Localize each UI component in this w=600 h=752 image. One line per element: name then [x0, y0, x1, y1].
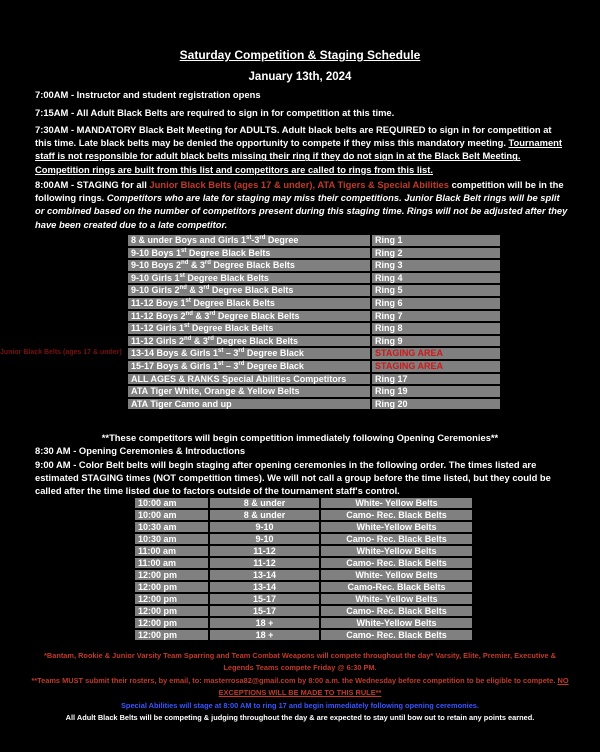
meeting-text: 7:30AM - MANDATORY Black Belt Meeting for ADULTS. Adult black belts are REQUIRED to sign in for competition at this time. Late black belts may be denied the opportunity to compete if they miss this mandatory meeting. [35, 124, 552, 149]
schedule-time: 11:00 am [135, 546, 208, 556]
schedule-row [135, 498, 472, 508]
division-part: st [218, 348, 224, 355]
schedule-row [135, 582, 472, 592]
division-part: nd [184, 335, 192, 342]
schedule-age: 9-10 [210, 522, 319, 532]
schedule-row [135, 522, 472, 532]
ring-division [128, 323, 370, 334]
ring-row [128, 260, 500, 271]
ring-division [128, 248, 370, 259]
schedule-time: 10:00 am [135, 510, 208, 520]
ring-number: Ring 8 [372, 323, 500, 334]
division-part: rd [209, 310, 216, 317]
division-part: st [218, 360, 224, 367]
ring-row [128, 248, 500, 259]
division-part: ATA Tiger White, Orange & Yellow Belts [131, 386, 300, 397]
division-part: & 3 [188, 260, 205, 271]
adult-signin-line: 7:15AM - All Adult Black Belts are required to sign in for competition at this time. [35, 107, 395, 118]
roster-text: **Teams MUST submit their rosters, by email, to: masterrosa82@gmail.com by 8:00 a.m. the Wednesday before competition to be eligible to compete. [31, 676, 558, 685]
page-title: Saturday Competition & Staging Schedule [179, 48, 421, 62]
staging-lead: 8:00AM - STAGING for all [35, 179, 150, 190]
schedule-row [135, 510, 472, 520]
ring-number: STAGING AREA [372, 348, 500, 359]
ring-number: Ring 5 [372, 285, 500, 296]
staging-groups: Junior Black Belts (ages 17 & under), ATA Tigers & Special Abilities [149, 179, 449, 190]
ring-row [128, 235, 500, 246]
schedule-time: 12:00 pm [135, 582, 208, 592]
division-part: rd [238, 348, 245, 355]
schedule-row [135, 630, 472, 640]
ring-number: Ring 19 [372, 386, 500, 397]
team-roster-note [30, 675, 570, 698]
division-part: Degree Black [244, 348, 304, 359]
opening-ceremonies-line: 8:30 AM - Opening Ceremonies & Introductions [35, 445, 246, 456]
color-belt-paragraph: 9:00 AM - Color Belt belts will begin staging after opening ceremonies in the following order. The times listed are estimated STAGING times (NOT competition times). We will not call a group before the time listed, but they could be called after the time listed due to factors outside of the tournament staff's control. [35, 459, 551, 497]
color-belt-schedule-table [133, 496, 474, 642]
schedule-age: 15-17 [210, 594, 319, 604]
division-part: Degree Black [244, 360, 304, 371]
ring-division [128, 235, 370, 246]
schedule-row [135, 534, 472, 544]
ring-number: Ring 2 [372, 248, 500, 259]
division-part: Degree Black Belts [189, 323, 274, 334]
ring-row [128, 386, 500, 397]
schedule-time: 10:30 am [135, 522, 208, 532]
ring-division [128, 374, 370, 385]
schedule-age: 11-12 [210, 558, 319, 568]
registration-line: 7:00AM - Instructor and student registration opens [35, 89, 261, 100]
division-part: ATA Tiger Camo and up [131, 398, 232, 409]
division-part: Degree Black Belts [184, 272, 269, 283]
division-part: 15-17 Boys & Girls 1 [131, 360, 219, 371]
division-part: 8 & under Boys and Girls 1 [131, 235, 247, 245]
schedule-age: 13-14 [210, 582, 319, 592]
meeting-warning: Tournament staff is not responsible for adult black belts missing their ring if they do not sign in at the Black Belt Meeting. Competition rings are built from this list and competitors are called to rings from this list. [35, 137, 563, 175]
division-part: 11-12 Girls 1 [131, 323, 185, 334]
schedule-age: 15-17 [210, 606, 319, 616]
division-part: rd [207, 335, 214, 342]
schedule-time: 10:00 am [135, 498, 208, 508]
schedule-belt: White- Yellow Belts [321, 570, 472, 580]
schedule-time: 11:00 am [135, 558, 208, 568]
schedule-row [135, 618, 472, 628]
schedule-belt: Camo- Rec. Black Belts [321, 630, 472, 640]
schedule-row [135, 606, 472, 616]
schedule-age: 8 & under [210, 498, 319, 508]
division-part: st [185, 297, 191, 304]
division-part: & 3 [186, 285, 204, 296]
schedule-age: 18 + [210, 618, 319, 628]
ring-division [128, 361, 370, 372]
schedule-time: 12:00 pm [135, 618, 208, 628]
division-part: 9-10 Girls 2 [131, 285, 180, 296]
schedule-time: 12:00 pm [135, 594, 208, 604]
team-sparring-note: *Bantam, Rookie & Junior Varsity Team Sparring and Team Combat Weapons will compete throughout the day* Varsity, Elite, Premier, Executive & Legends Teams compete Friday @ 6:30 PM. [44, 651, 556, 672]
black-belt-meeting-paragraph [35, 123, 570, 176]
ring-table [126, 233, 502, 411]
ring-division [128, 285, 370, 296]
division-part: 9-10 Boys 1 [131, 247, 182, 258]
schedule-age: 13-14 [210, 570, 319, 580]
division-part: rd [203, 285, 210, 292]
ring-number: Ring 4 [372, 273, 500, 284]
ring-note: **These competitors will begin competition immediately following Opening Ceremonies** [101, 432, 499, 443]
division-part: 9-10 Boys 2 [131, 260, 182, 271]
schedule-belt: White-Yellow Belts [321, 522, 472, 532]
schedule-time: 12:00 pm [135, 630, 208, 640]
ring-division [128, 386, 370, 397]
division-part: Degree Black Belts [213, 335, 298, 346]
division-part: ALL AGES & RANKS Special Abilities Competitors [131, 373, 347, 384]
special-abilities-note: Special Abilities will stage at 8:00 AM to ring 17 and begin immediately following opening ceremonies. [121, 701, 479, 710]
division-part: -3 [251, 235, 260, 245]
ring-number: Ring 3 [372, 260, 500, 271]
schedule-time: 12:00 pm [135, 570, 208, 580]
event-date: January 13th, 2024 [248, 71, 352, 83]
ring-number: Ring 6 [372, 298, 500, 309]
schedule-row [135, 570, 472, 580]
schedule-belt: Camo-Rec. Black Belts [321, 582, 472, 592]
division-part: Degree Black Belts [186, 247, 271, 258]
division-part: st [184, 323, 190, 330]
staging-warning: Competitors who are late for staging may miss their competitions. Junior Black Belt rings will be split or combined based on the number of competitors present during this staging time. Rings will not be adjusted after they have been created due to a late competitor. [35, 192, 568, 230]
ring-number: Ring 9 [372, 336, 500, 347]
division-part: 9-10 Girls 1 [131, 272, 180, 283]
ring-number: STAGING AREA [372, 361, 500, 372]
ring-number: Ring 20 [372, 399, 500, 410]
schedule-row [135, 558, 472, 568]
schedule-belt: White-Yellow Belts [321, 546, 472, 556]
division-part: rd [259, 235, 266, 241]
schedule-age: 9-10 [210, 534, 319, 544]
adult-black-belt-note: All Adult Black Belts will be competing & judging throughout the day & are expected to stay until bow out to retain any points earned. [65, 713, 535, 722]
ring-division [128, 348, 370, 359]
ring-division [128, 273, 370, 284]
ring-row [128, 285, 500, 296]
ring-division [128, 399, 370, 410]
ring-row [128, 311, 500, 322]
division-part: Degree Black Belts [209, 285, 294, 296]
ring-row [128, 361, 500, 372]
division-part: – 3 [223, 348, 239, 359]
schedule-belt: White- Yellow Belts [321, 498, 472, 508]
schedule-belt: Camo- Rec. Black Belts [321, 606, 472, 616]
division-part: rd [238, 360, 245, 367]
schedule-row [135, 546, 472, 556]
division-part: Degree Black Belts [215, 310, 300, 321]
schedule-belt: White-Yellow Belts [321, 618, 472, 628]
division-part: nd [181, 260, 189, 267]
division-part: Degree [265, 235, 299, 245]
division-part: st [181, 247, 187, 254]
schedule-time: 10:30 am [135, 534, 208, 544]
division-part: st [179, 272, 185, 279]
ring-row [128, 298, 500, 309]
schedule-belt: Camo- Rec. Black Belts [321, 510, 472, 520]
ring-number: Ring 1 [372, 235, 500, 246]
ring-row [128, 374, 500, 385]
ring-row [128, 323, 500, 334]
ring-row [128, 399, 500, 410]
division-part: nd [185, 310, 193, 317]
staging-paragraph [35, 178, 570, 231]
division-part: 11-12 Boys 2 [131, 310, 186, 321]
schedule-age: 8 & under [210, 510, 319, 520]
division-part: & 3 [192, 310, 210, 321]
division-part: 11-12 Boys 1 [131, 297, 186, 308]
division-part: & 3 [191, 335, 208, 346]
division-part: – 3 [223, 360, 239, 371]
division-part: rd [204, 260, 211, 267]
schedule-belt: Camo- Rec. Black Belts [321, 558, 472, 568]
ring-row [128, 336, 500, 347]
schedule-age: 18 + [210, 630, 319, 640]
schedule-age: 11-12 [210, 546, 319, 556]
ring-division [128, 311, 370, 322]
schedule-belt: White- Yellow Belts [321, 594, 472, 604]
division-part: 13-14 Boys & Girls 1 [131, 348, 219, 359]
division-part: Degree Black Belts [190, 297, 275, 308]
faded-background-text: Junior Black Belts (ages 17 & under) [0, 349, 122, 356]
ring-division [128, 336, 370, 347]
ring-division [128, 260, 370, 271]
no-exceptions-text: NO EXCEPTIONS WILL BE MADE TO THIS RULE** [218, 676, 569, 697]
ring-row [128, 348, 500, 359]
ring-row [128, 273, 500, 284]
schedule-row [135, 594, 472, 604]
division-part: st [246, 235, 252, 241]
schedule-time: 12:00 pm [135, 606, 208, 616]
ring-division [128, 298, 370, 309]
staging-mid: competition will be in the following rings. [35, 179, 564, 204]
schedule-belt: Camo- Rec. Black Belts [321, 534, 472, 544]
division-part: Degree Black Belts [210, 260, 295, 271]
ring-number: Ring 17 [372, 374, 500, 385]
ring-number: Ring 7 [372, 311, 500, 322]
division-part: nd [179, 285, 187, 292]
division-part: 11-12 Girls 2 [131, 335, 185, 346]
